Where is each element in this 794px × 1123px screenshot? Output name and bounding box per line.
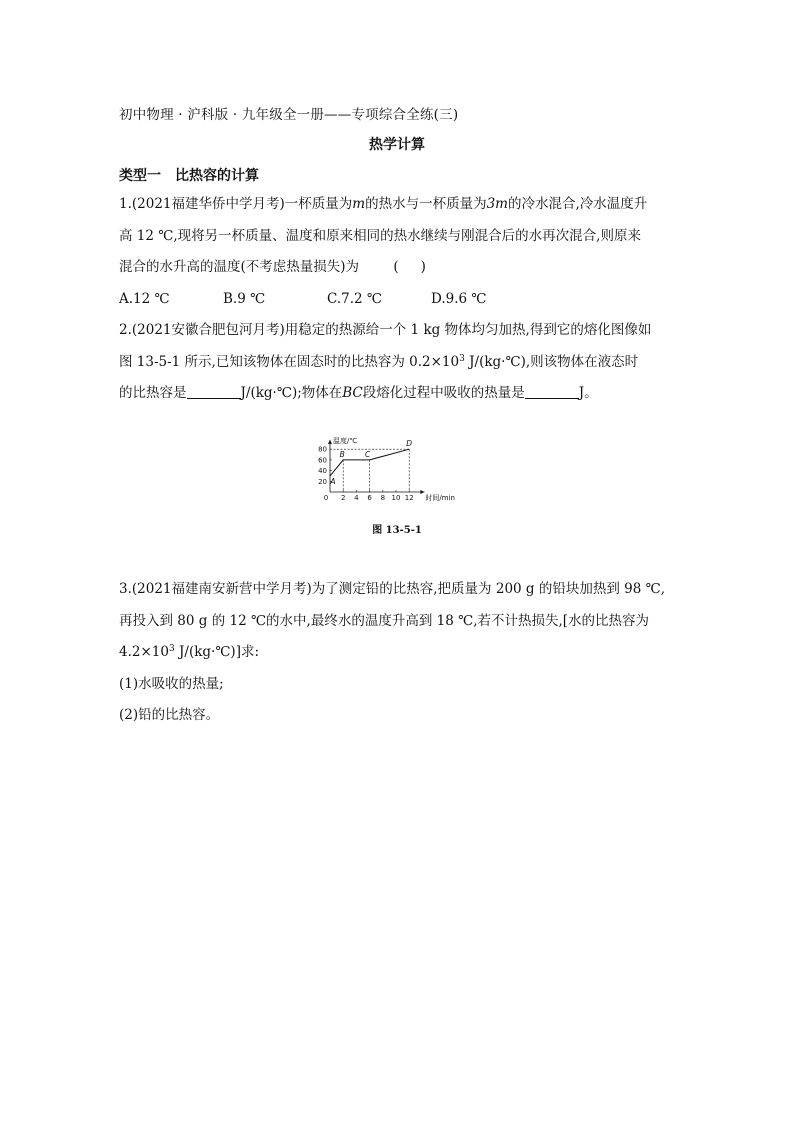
question-2-text: 图 13-5-1 所示,已知该物体在固态时的比热容为 0.2×10 xyxy=(119,353,460,370)
x-tick-label: 10 xyxy=(391,494,401,502)
question-2-line-1: 2.(2021安徽合肥包河月考)用稳定的热源给一个 1 kg 物体均匀加热,得到它的熔化图像如 xyxy=(119,322,652,338)
section-heading xyxy=(119,165,259,185)
x-tick-label: 2 xyxy=(340,494,346,502)
x-axis-label: 时间/min xyxy=(425,494,455,502)
option-c[interactable]: C.7.2 ℃ xyxy=(327,290,383,307)
point-label-b: B xyxy=(339,449,345,459)
mass-symbol: m xyxy=(352,196,366,212)
question-3-text: 4.2×10 xyxy=(119,644,169,660)
melting-graph xyxy=(310,410,490,510)
question-1-text: 的热水与一杯质量为 xyxy=(365,196,487,212)
answer-paren-close: ) xyxy=(420,259,426,275)
y-axis-label: 温度/℃ xyxy=(333,436,358,445)
question-2-text: J。 xyxy=(578,385,598,401)
y-axis-arrow xyxy=(328,440,332,444)
question-1-text: 1.(2021福建华侨中学月考)一杯质量为 xyxy=(119,196,353,212)
x-tick-label: 4 xyxy=(354,494,359,502)
question-3 xyxy=(119,574,679,732)
x-tick-label: 12 xyxy=(404,494,414,502)
question-1-line-1 xyxy=(119,189,679,221)
question-2-text: 段熔化过程中吸收的热量是 xyxy=(362,385,525,401)
question-1-line-3 xyxy=(119,252,679,284)
fill-blank-1[interactable] xyxy=(187,384,241,399)
question-3-line-3 xyxy=(119,637,679,669)
y-tick-label: 80 xyxy=(318,445,327,454)
y-tick-label: 60 xyxy=(318,456,327,465)
question-3-line-2: 再投入到 80 g 的 12 ℃的水中,最终水的温度升高到 18 ℃,若不计热损失,[水的比热容为 xyxy=(119,612,650,629)
question-1-text: 的冷水混合,冷水温度升 xyxy=(507,196,648,212)
option-b[interactable]: B.9 ℃ xyxy=(223,290,266,307)
question-2 xyxy=(119,315,679,410)
question-3-line-1: 3.(2021福建南安新营中学月考)为了测定铅的比热容,把质量为 200 g 的铅块加热到 98 ℃, xyxy=(119,581,665,597)
question-1-options xyxy=(119,284,679,316)
question-2-text: J/(kg·℃);物体在 xyxy=(240,385,343,401)
origin-label: 0 xyxy=(323,494,329,502)
option-d[interactable]: D.9.6 ℃ xyxy=(431,290,487,307)
exponent: 3 xyxy=(168,644,175,654)
fill-blank-2[interactable] xyxy=(525,384,579,399)
question-3-sub-2: (2)铅的比热容。 xyxy=(119,707,220,723)
question-3-sub-1: (1)水吸收的热量; xyxy=(119,675,224,692)
x-tick-label: 6 xyxy=(367,494,372,502)
figure-caption: 图 13-5-1 xyxy=(372,525,422,536)
section-name: 比热容的计算 xyxy=(175,168,259,184)
question-1 xyxy=(119,189,679,315)
section-label: 类型一 xyxy=(119,168,161,184)
exponent: 3 xyxy=(459,353,465,364)
question-1-text: 混合的水升高的温度(不考虑热量损失)为 xyxy=(119,259,360,275)
question-2-line-3 xyxy=(119,378,679,410)
melting-graph-svg xyxy=(310,410,490,510)
x-tick-label: 8 xyxy=(380,494,386,502)
question-2-text: J/(kg·℃),则该物体在液态时 xyxy=(464,353,639,370)
answer-paren-open: ( xyxy=(393,259,399,275)
y-tick-label: 40 xyxy=(318,467,327,476)
point-label-c: C xyxy=(364,449,371,459)
question-2-line-2 xyxy=(119,347,679,379)
point-label-a: A xyxy=(330,476,336,486)
mass-symbol: 3m xyxy=(486,196,508,212)
x-axis-arrow xyxy=(420,490,424,494)
page-title: 热学计算 xyxy=(369,137,425,153)
book-header: 初中物理 · 沪科版 · 九年级全一册——专项综合全练(三) xyxy=(119,107,459,123)
question-3-text: J/(kg·℃)]求: xyxy=(174,644,260,660)
question-1-line-2: 高 12 ℃,现将另一杯质量、温度和原来相同的热水继续与刚混合后的水再次混合,则原来 xyxy=(119,227,641,244)
y-tick-label: 20 xyxy=(318,477,327,486)
question-2-text: 的比热容是 xyxy=(119,385,187,401)
segment-label: BC xyxy=(342,385,363,401)
option-a[interactable]: A.12 ℃ xyxy=(119,290,170,307)
point-label-d: D xyxy=(406,439,413,449)
